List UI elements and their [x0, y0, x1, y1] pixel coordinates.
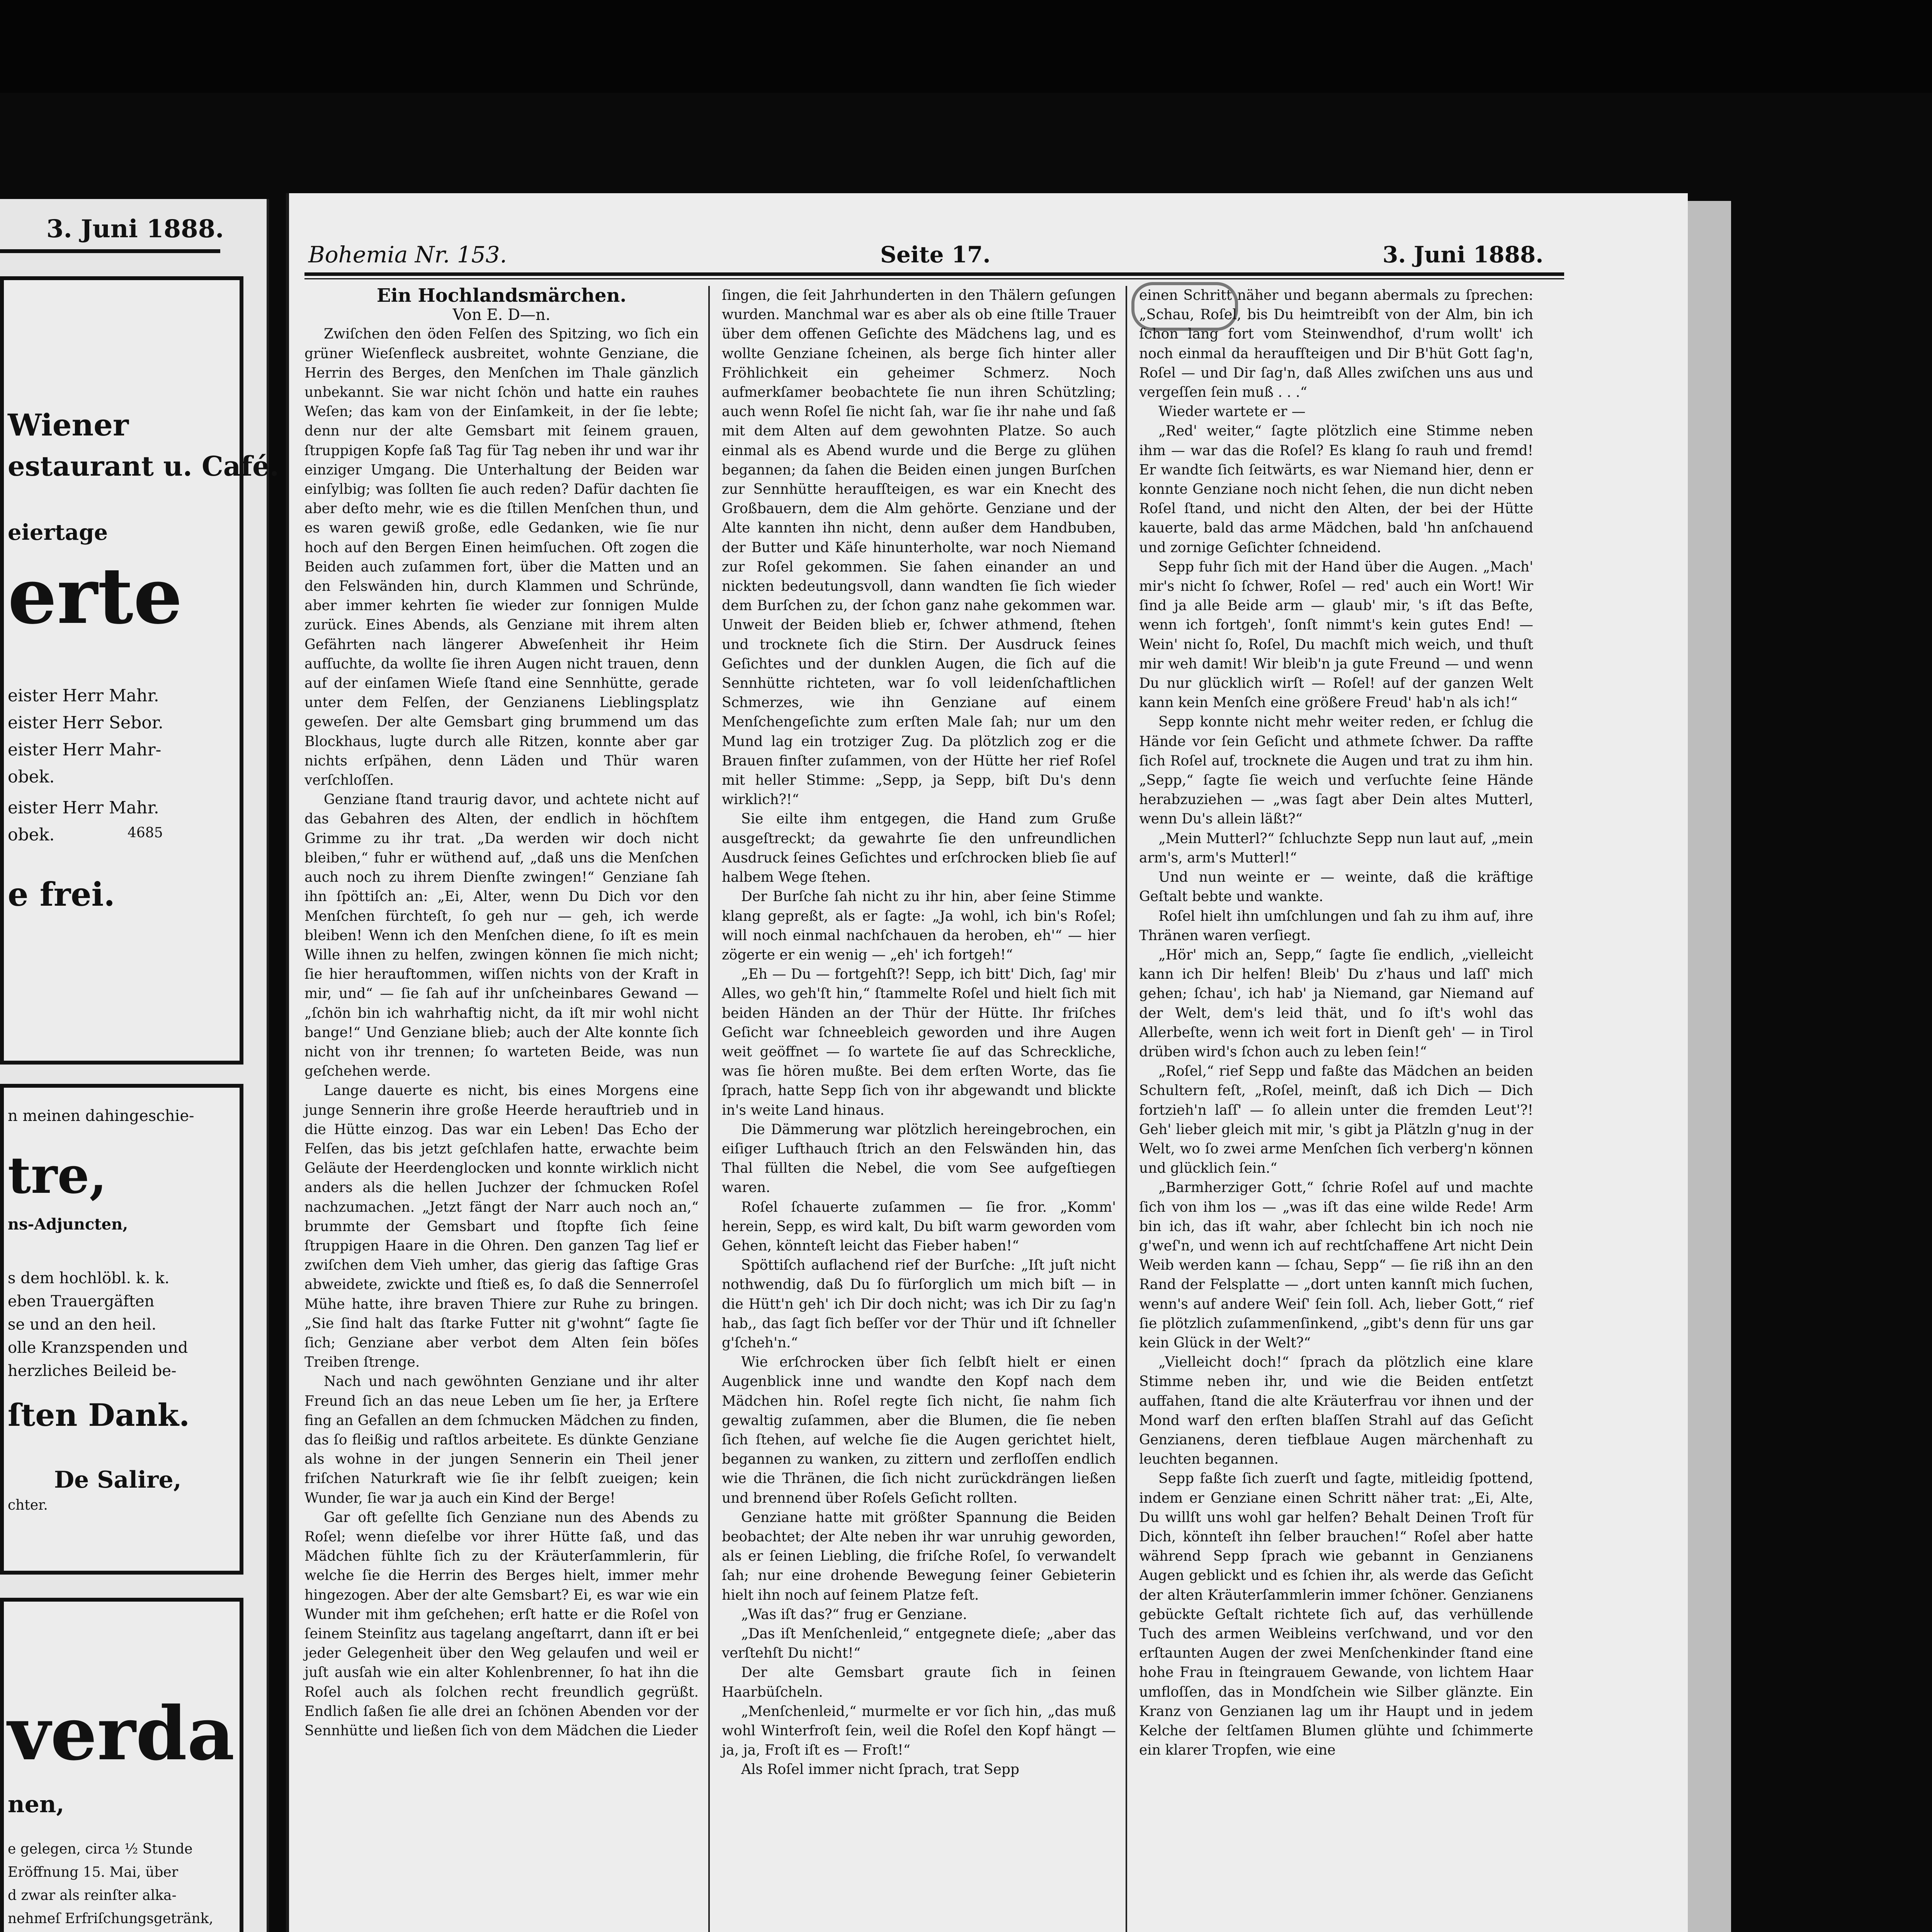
paragraph: „Eh — Du — fortgehſt?! Sepp, ich bitt' Dich, ſag' mir Alles, wo geh'ſt hin,“ ſtammelte Roſel und hielt ſich mit beiden Händen an der Thür der Hütte. Ihr friſches Geſicht war ſchneebleich geworden und ihre Augen weit geöffnet — ſo wartete ſie auf das Schreckliche, was ſie hören mußte. Bei dem erſten Worte, das ſie ſprach, hatte Sepp ſich von ihr abgewandt und blickte in's weite Land hinaus.: [722, 966, 1116, 1118]
paragraph: „Roſel,“ rief Sepp und faßte das Mädchen an beiden Schultern feſt, „Roſel, meinſt, daß ich Dich — Dich fortzieh'n laſſ' — ſo allein unter die fremden Leut'?! Geh' lieber gleich mit mir, 's gibt ja Plätzln g'nug in der Welt, wo ſo zwei arme Menſchen ſich verberg'n können und glücklich ſein.“: [1139, 1063, 1533, 1177]
advert-line: chter.: [8, 1497, 48, 1513]
scan-border-top: [0, 0, 1932, 93]
advert-line: olle Kranzspenden und: [8, 1339, 188, 1357]
advert-line: eister Herr Mahr-: [8, 740, 162, 760]
paragraph: „Barmherziger Gott,“ ſchrie Roſel auf und machte ſich von ihm los — „was iſt das eine wilde Rede! Arm bin ich, das iſt wahr, aber ſchlecht bin ich noch nie g'weſ'n, und wenn ich auf rechtſchaffene Art nicht Dein Weib werden kann — ſchau, Sepp“ — ſie riß ihn an den Rand der Felsplatte — „dort unten kannſt mich ſuchen, wenn's auf andere Weiſ' ſein ſoll. Ach, lieber Gott,“ rief ſie plötzlich zuſammenſinkend, „gibt's denn für uns gar kein Glück in der Welt?“: [1139, 1180, 1533, 1351]
paragraph: Nach und nach gewöhnten Genziane und ihr alter Freund ſich an das neue Leben um ſie her, ja Erſtere fing an Gefallen an dem ſchmucken Mädchen zu finden, das ſo fleißig und raſtlos arbeitete. Es dünkte Genziane als wohne in der jungen Sennerin ein Theil jener friſchen Naturkraft wie ſie ihr ſelbſt zueigen; kein Wunder, ſie war ja auch ein Kind der Berge!: [304, 1374, 699, 1506]
advert-line: De Salire,: [54, 1466, 182, 1493]
left-header-rule: [0, 249, 220, 253]
article-column-2: [722, 286, 1116, 1780]
advert-spa-box: [0, 1598, 243, 1932]
advert-line: e gelegen, circa ½ Stunde: [8, 1841, 193, 1857]
paragraph: einen Schritt näher und begann abermals zu ſprechen: „Schau, Roſel, bis Du heimtreibſt von der Alm, bin ich ſchon lang fort vom Steinwendhof, d'rum wollt' ich noch einmal da heraufſteigen und Dir B'hüt Gott ſag'n, Roſel — und Dir ſag'n, daß Alles zwiſchen uns aus und vergeſſen ſein muß . . .“: [1139, 287, 1533, 401]
advert-line: e frei.: [8, 875, 115, 913]
advert-line: n meinen dahingeschie-: [8, 1107, 194, 1125]
advert-headline: erte: [8, 551, 183, 641]
paragraph: ſingen, die ſeit Jahrhunderten in den Thälern geſungen wurden. Manchmal war es aber als ob eine ſtille Trauer über dem offenen Geſichte des Mädchens lag, und es wollte Genziane ſcheinen, als berge ſich hinter aller Fröhlichkeit ein geheimer Schmerz. Noch aufmerkſamer beobachtete ſie nun ihren Schützling; auch wenn Roſel ſie nicht ſah, war ſie ihr nahe und ſaß mit dem Alten auf dem gewohnten Platze. So auch einmal als es Abend wurde und die Berge zu glühen begannen; da ſahen die Beiden einen jungen Burſchen zur Sennhütte heraufſteigen, es war ein Knecht des Großbauern, dem die Alm gehörte. Genziane und der Alte kannten ihn nicht, denn außer dem Handbuben, der Butter und Käſe hinunterholte, war noch Niemand zur Roſel gekommen. Sie ſahen einander an und nickten bedeutungsvoll, dann wandten ſie ſich wieder dem Burſchen zu, der ſchon ganz nahe gekommen war. Unweit der Beiden blieb er, ſchwer athmend, ſtehen und trocknete ſich die Stirn. Der Ausdruck ſeines Geſichtes und der dunklen Augen, die ſich auf die Sennhütte richteten, war ſo voll leidenſchaftlichen Schmerzes, wie ihn Genziane auf einem Menſchengeſichte zum erſten Male ſah; nur um den Mund lag ein trotziger Zug. Da plötzlich zog er die Brauen finſter zuſammen, von der Hütte her rief Roſel mit heller Stimme: „Sepp, ja Sepp, biſt Du's denn wirklich?!“: [722, 287, 1116, 808]
paragraph: Spöttiſch auflachend rief der Burſche: „Iſt juſt nicht nothwendig, daß Du ſo fürſorglich um mich biſt — in die Hütt'n geh' ich Dir doch nicht; was ich Dir zu ſag'n hab,, das ſagt ſich beſſer vor der Thür und iſt ſchneller g'ſcheh'n.“: [722, 1257, 1116, 1351]
paragraph: Sie eilte ihm entgegen, die Hand zum Gruße ausgeſtreckt; da gewahrte ſie den unfreundlichen Ausdruck ſeines Geſichtes und erſchrocken blieb ſie auf halbem Wege ſtehen.: [722, 811, 1116, 886]
paragraph: Wieder wartete er —: [1158, 404, 1306, 420]
paragraph: „Mein Mutterl?“ ſchluchzte Sepp nun laut auf, „mein arm's, arm's Mutterl!“: [1139, 830, 1533, 866]
paragraph: Der alte Gemsbart graute ſich in ſeinen Haarbüſcheln.: [722, 1665, 1116, 1700]
paragraph: Als Roſel immer nicht ſprach, trat Sepp: [741, 1762, 1019, 1778]
advert-line: Eröffnung 15. Mai, über: [8, 1864, 178, 1880]
advert-line: eister Herr Mahr.: [8, 686, 159, 706]
advert-line: d zwar als reinſter alka-: [8, 1888, 177, 1903]
advert-line: eister Herr Mahr.: [8, 798, 159, 818]
article-author: Von E. D—n.: [452, 306, 551, 324]
paragraph: Die Dämmerung war plötzlich hereingebrochen, ein eiſiger Lufthauch ſtrich an den Felswänden hin, das Thal füllten die Nebel, die vom See aufgeſtiegen waren.: [722, 1121, 1116, 1196]
article-title: Ein Hochlandsmärchen.: [376, 285, 627, 306]
advert-line: eben Trauergäften: [8, 1293, 155, 1310]
advert-thanks-box: [0, 1084, 243, 1575]
advert-line: eiertage: [8, 520, 108, 545]
paragraph: „Vielleicht doch!“ ſprach da plötzlich eine klare Stimme neben ihr, und wie die Beiden entſetzt auffahen, ſtand die alte Kräuterfrau vor ihnen und der Mond warf den erſten blaſſen Strahl auf das Geſicht Genzianens, deren tiefblaue Augen märchenhaft zu leuchten begannen.: [1139, 1354, 1533, 1468]
paragraph: „Menſchenleid,“ murmelte er vor ſich hin, „das muß wohl Winterfroſt ſein, weil die Roſel den Kopf hängt — ja, ja, Froſt iſt es — Froſt!“: [722, 1703, 1116, 1759]
paragraph: Und nun weinte er — weinte, daß die kräftige Geſtalt bebte und wankte.: [1139, 869, 1533, 905]
advert-line: se und an den heil.: [8, 1316, 156, 1333]
advert-line: herzliches Beileid be-: [8, 1362, 177, 1380]
paragraph: „Was iſt das?“ frug er Genziane.: [741, 1606, 967, 1622]
paragraph: Lange dauerte es nicht, bis eines Morgens eine junge Sennerin ihre große Heerde herauftrieb und in die Hütte einzog. Das war ein Leben! Das Echo der Felſen, das bis jetzt geſchlafen hatte, erwachte beim Geläute der Heerdenglocken und konnte wirklich nicht anders als die hellen Juchzer der ſchmucken Roſel nachzumachen. „Jetzt fängt der Narr auch noch an,“ brummte der Gemsbart und ſtopfte ſich ſeine ſtruppigen Haare in die Ohren. Den ganzen Tag lief er zwiſchen dem Vieh umher, das gierig das ſaftige Gras abweidete, zwickte und ſtieß es, ſo daß die Sennerroſel Mühe hatte, ihre braven Thiere zur Ruhe zu bringen. „Sie ſind halt das ſtarke Futter nit g'wohnt“ ſagte ſie ſich; Genziane aber verbot dem Alten ſein böſes Treiben ſtrenge.: [304, 1083, 699, 1371]
advert-line: eister Herr Sebor.: [8, 713, 163, 733]
advert-line: obek.: [8, 767, 55, 787]
advert-number: 4685: [128, 825, 163, 841]
left-page-date: 3. Juni 1888.: [46, 214, 224, 243]
paragraph: Sepp faßte ſich zuerſt und ſagte, mitleidig ſpottend, indem er Genziane einen Schritt näher trat: „Ei, Alte, Du willſt uns wohl gar helfen? Behalt Deinen Troſt für Dich, könnteſt ihn ſelber brauchen!“ Roſel aber hatte während Sepp ſprach wie gebannt in Genzianens Augen geblickt und es ſchien ihr, als werde das Geſicht der alten Kräuterſammlerin immer ſchöner. Genzianens gebückte Geſtalt richtete ſich auf, das verhüllende Tuch des armen Weibleins verſchwand, und vor den erſtaunten Augen der zwei Menſchenkinder ſtand eine hohe Frau in ſteingrauem Gewande, von lichtem Haar umfloſſen, das in Mondſchein wie Silber glänzte. Ein Kranz von Genzianen lag um ihr Haupt und in jedem Kelche der ſeltſamen Blumen glühte und ſchimmerte ein klarer Tropfen, wie eine: [1139, 1471, 1533, 1759]
advert-headline: tre,: [8, 1146, 107, 1205]
paragraph: Gar oft geſellte ſich Genziane nun des Abends zu Roſel; wenn dieſelbe vor ihrer Hütte ſaß, und das Mädchen fühlte ſich zu der Kräuterſammlerin, für welche ſie die Herrin des Berges hielt, immer mehr hingezogen. Aber der alte Gemsbart? Ei, es war wie ein Wunder mit ihm geſchehen; erſt hatte er die Roſel von ſeinem Steinſitz aus tagelang angeſtarrt, dann iſt er bei jeder Gelegenheit über den Weg gelaufen und weil er juſt ausſah wie ein alter Kohlenbrenner, ſo hat ihn die Roſel auch als ſolchen recht freundlich gegrüßt. Endlich ſaßen ſie alle drei an ſchönen Abenden vor der Sennhütte und ließen ſich von dem Mädchen die Lieder: [304, 1509, 699, 1739]
column-divider: [708, 286, 710, 1932]
paragraph: „Hör' mich an, Sepp,“ ſagte ſie endlich, „vielleicht kann ich Dir helfen! Bleib' Du z'haus und laſſ' mich gehen; ſchau', ich hab' ja Niemand, gar Niemand auf der Welt, dem's leid thät, und ſo iſt's wohl das Allerbeſte, wenn ich weit fort in Dienſt geh' — in Tirol drüben wird's ſchon auch zu leben ſein!“: [1139, 947, 1533, 1060]
page-header-date: 3. Juni 1888.: [1383, 242, 1544, 268]
left-page: [0, 199, 279, 1932]
paragraph: „Red' weiter,“ ſagte plötzlich eine Stimme neben ihm — war das die Roſel? Es klang ſo rauh und fremd! Er wandte ſich ſeitwärts, es war Niemand hier, denn er konnte Genziane noch nicht ſehen, die nun dicht neben Roſel ſtand, und nicht den Alten, der bei der Hütte kauerte, bald das arme Mädchen, bald 'hn anſchauend und zornige Geſichter ſchneidend.: [1139, 423, 1533, 556]
column-divider: [1126, 286, 1127, 1932]
advert-line: ſten Dank.: [8, 1397, 190, 1433]
paragraph: Genziane hatte mit größter Spannung die Beiden beobachtet; der Alte neben ihr war unruhig geworden, als er ſeinen Liebling, die friſche Roſel, ſo verwandelt ſah; nur eine drohende Bewegung ſeiner Gebieterin hielt ihn noch auf ſeinem Platze feſt.: [722, 1509, 1116, 1603]
article-column-1: [304, 286, 699, 1741]
header-rule: [304, 272, 1564, 276]
header-rule-thin: [304, 278, 1564, 279]
advert-concert-box: [0, 276, 279, 1065]
paragraph: Zwiſchen den öden Felſen des Spitzing, wo ſich ein grüner Wieſenfleck ausbreitet, wohnte Genziane, die Herrin des Berges, den Menſchen im Thale gänzlich unbekannt. Sie war nicht ſchön und hatte ein rauhes Weſen; das kam von der Einſamkeit, in der ſie lebte; denn nur der alte Gemsbart mit ſeinem grauen, ſtruppigen Kopfe ſaß Tag für Tag neben ihr und war ihr einziger Umgang. Die Unterhaltung der Beiden war einſylbig; was ſollten ſie auch reden? Dafür dachten ſie aber deſto mehr, wie es die ſtillen Menſchen thun, und es waren gewiß große, edle Gedanken, wie ſie nur hoch auf den Bergen Einen heimſuchen. Oft zogen die Beiden auch zuſammen fort, über die Matten und an den Felswänden hin, durch Klammen und Schründe, aber immer kehrten ſie wieder zur ſonnigen Mulde zurück. Eines Abends, als Genziane mit ihrem alten Gefährten nach längerer Abweſenheit ihr Heim aufſuchte, da wollte ſie ihren Augen nicht trauen, denn auf der einſamen Wieſe ſtand eine Sennhütte, gerade unter dem Felſen, der Genzianens Lieblingsplatz geweſen. Der alte Gemsbart ging brummend um das Blockhaus, lugte durch alle Ritzen, konnte aber gar nichts erſpähen, denn Läden und Thür waren verſchloſſen.: [304, 326, 699, 789]
page-header-issue: Bohemia Nr. 153.: [308, 242, 507, 268]
advert-line: nen,: [8, 1791, 65, 1818]
newspaper-page: [286, 193, 1688, 1932]
article-column-3: [1139, 286, 1533, 1760]
paragraph: Roſel ſchauerte zuſammen — ſie fror. „Komm' herein, Sepp, es wird kalt, Du biſt warm geworden vom Gehen, könnteſt leicht das Fieber haben!“: [722, 1199, 1116, 1254]
paragraph: Wie erſchrocken über ſich ſelbſt hielt er einen Augenblick inne und wandte den Kopf nach dem Mädchen hin. Roſel regte ſich nicht, ſie nahm ſich gewaltig zuſammen, aber die Blumen, die ſie neben ſich ſtehen, auf welche ſie die Augen gerichtet hielt, begannen zu wanken, zu zittern und zerfloſſen endlich wie die Thränen, die ſich nicht zurückdrängen ließen und brennend über Roſels Geſicht rollten.: [722, 1354, 1116, 1506]
paragraph: Sepp konnte nicht mehr weiter reden, er ſchlug die Hände vor ſein Geſicht und athmete ſchwer. Da raffte ſich Roſel auf, trocknete die Augen und trat zu ihm hin. „Sepp,“ ſagte ſie weich und verſuchte ſeine Hände herabzuziehen — „was ſagt aber Dein altes Mutterl, wenn Du's allein läßt?“: [1139, 714, 1533, 827]
paragraph: Sepp fuhr ſich mit der Hand über die Augen. „Mach' mir's nicht ſo ſchwer, Roſel — red' auch ein Wort! Wir ſind ja alle Beide arm — glaub' mir, 's iſt das Beſte, wenn ich fortgeh', ſonſt nimmt's kein gutes End! — Wein' nicht ſo, Roſel, Du machſt mich weich, und thuſt mir weh damit! Wir bleib'n ja gute Freund — und wenn Du nur glücklich wirſt — Roſel! auf der ganzen Welt kann kein Menſch eine größere Freud' hab'n als ich!“: [1139, 559, 1533, 711]
advert-headline: verda: [8, 1690, 235, 1777]
advert-line: s dem hochlöbl. k. k.: [8, 1269, 170, 1287]
advert-line: ns-Adjuncten,: [8, 1215, 128, 1233]
advert-line: Wiener: [8, 408, 129, 443]
page-header-page-number: Seite 17.: [880, 242, 991, 268]
paragraph: Der Burſche ſah nicht zu ihr hin, aber ſeine Stimme klang gepreßt, als er ſagte: „Ja wohl, ich bin's Roſel; will noch einmal nachſchauen da heroben, eh'“ — hier zögerte er ein wenig — „eh' ich fortgeh!“: [722, 889, 1116, 963]
page-edge-shadow: [1681, 201, 1731, 1932]
paragraph: Roſel hielt ihn umſchlungen und ſah zu ihm auf, ihre Thränen waren verſiegt.: [1139, 908, 1533, 944]
paragraph: „Das iſt Menſchenleid,“ entgegnete dieſe; „aber das verſtehſt Du nicht!“: [722, 1626, 1116, 1662]
advert-line: estaurant u. Café.: [8, 450, 279, 482]
advert-line: nehmeſ Erfriſchungsgetränk,: [8, 1911, 213, 1927]
paragraph: Genziane ſtand traurig davor, und achtete nicht auf das Gebahren des Alten, der endlich in höchſtem Grimme zu ihr trat. „Da werden wir doch nicht bleiben,“ fuhr er wüthend auf, „daß uns die Menſchen auch noch zu ihrem Dienſte zwingen!“ Genziane ſah ihn ſpöttiſch an: „Ei, Alter, wenn Du Dich vor den Menſchen fürchteſt, ſo geh nur — geh, ich werde bleiben! Wenn ich den Menſchen diene, ſo iſt es mein Wille ihnen zu helfen, zwingen können ſie mich nicht; ſie hier herauftommen, wiſſen nichts von der Kraft in mir, und“ — ſie ſah auf ihr unſcheinbares Gewand — „ſchön bin ich wahrhaftig nicht, da iſt mir wohl nicht bange!“ Und Genziane blieb; auch der Alte konnte ſich nicht von ihr trennen; ſo warteten Beide, was nun geſchehen werde.: [304, 792, 699, 1080]
advert-line: obek.: [8, 825, 55, 845]
